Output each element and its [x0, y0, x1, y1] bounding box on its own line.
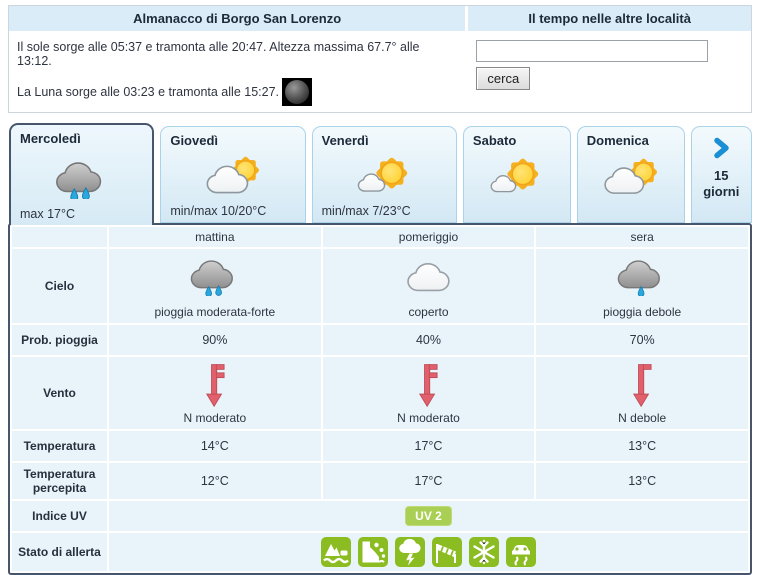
- more-days-label: 15 giorni: [703, 168, 740, 200]
- sun-info-text: Il sole sorge alle 05:37 e tramonta alle 20:47. Altezza massima 67.7° alle 13:12.: [17, 40, 420, 68]
- row-label-indice-uv: Indice UV: [12, 501, 107, 531]
- cielo-caption: coperto: [408, 305, 449, 319]
- tab-label: Giovedì: [170, 133, 219, 148]
- tab-mercoledi[interactable]: [9, 123, 154, 225]
- vento-mattina-cell: [109, 357, 321, 429]
- vento-caption: N debole: [618, 411, 667, 425]
- column-header-pomeriggio: pomeriggio: [323, 227, 535, 247]
- sun-behind-cloud-icon: [170, 148, 295, 204]
- prob-pioggia-sera: 70%: [536, 325, 748, 355]
- tab-label: Venerdì: [321, 133, 369, 148]
- column-header-sera: sera: [536, 227, 748, 247]
- sun-behind-cloud-icon: [587, 148, 675, 204]
- moon-info-text: La Luna sorge alle 03:23 e tramonta alle 15:27.: [17, 85, 279, 99]
- row-label-prob-pioggia: Prob. pioggia: [12, 325, 107, 355]
- tab-temp: [587, 204, 675, 218]
- tab-domenica[interactable]: [577, 126, 685, 223]
- cielo-caption: pioggia debole: [603, 305, 682, 319]
- row-label-cielo: Cielo: [12, 249, 107, 323]
- rain-cloud-light-icon: [613, 254, 671, 299]
- wind-arrow-moderate-icon: [203, 362, 227, 411]
- indice-uv-cell: [109, 501, 748, 531]
- overcast-cloud-icon: [399, 254, 457, 299]
- tab-label: Sabato: [472, 133, 517, 148]
- stato-allerta-cell: [109, 533, 748, 571]
- almanac-column: [9, 6, 465, 112]
- tab-giovedi[interactable]: [160, 126, 305, 223]
- tab-label: Domenica: [586, 133, 649, 148]
- cielo-mattina-cell: [109, 249, 321, 323]
- temperatura-percepita-mattina: 12°C: [109, 463, 321, 499]
- forecast-table: [8, 223, 752, 575]
- row-label-temperatura: Temperatura: [12, 431, 107, 461]
- prob-pioggia-pomeriggio: 40%: [323, 325, 535, 355]
- wind-arrow-moderate-icon: [416, 362, 440, 411]
- rain-cloud-heavy-icon: [186, 254, 244, 299]
- vento-sera-cell: [536, 357, 748, 429]
- tab-temp: min/max 10/20°C: [170, 204, 267, 218]
- mostly-sunny-icon: [473, 148, 561, 204]
- almanac-panel: [8, 5, 752, 113]
- temperatura-percepita-pomeriggio: 17°C: [323, 463, 535, 499]
- row-label-temperatura-percepita: Temperatura percepita: [12, 463, 107, 499]
- tab-15-giorni[interactable]: [691, 126, 752, 223]
- cielo-caption: pioggia moderata-forte: [154, 305, 276, 319]
- tab-temp: min/max 7/23°C: [321, 204, 411, 218]
- tab-temp: max 17°C: [20, 207, 76, 221]
- tab-venerdi[interactable]: [312, 126, 457, 223]
- tab-label: Mercoledì: [20, 131, 81, 146]
- vento-caption: N moderato: [397, 411, 460, 425]
- location-search-input[interactable]: [476, 40, 708, 62]
- mostly-sunny-icon: [322, 148, 447, 204]
- temperatura-percepita-sera: 13°C: [536, 463, 748, 499]
- uv-index-badge: UV 2: [405, 506, 452, 526]
- chevron-right-icon: [709, 137, 733, 164]
- row-label-vento: Vento: [12, 357, 107, 429]
- vento-pomeriggio-cell: [323, 357, 535, 429]
- tab-temp: [473, 204, 561, 218]
- tab-sabato[interactable]: [463, 126, 571, 223]
- temperatura-pomeriggio: 17°C: [323, 431, 535, 461]
- search-button[interactable]: cerca: [476, 67, 530, 90]
- search-title: Il tempo nelle altre località: [468, 6, 751, 31]
- wind-arrow-weak-icon: [630, 362, 654, 411]
- cielo-pomeriggio-cell: [323, 249, 535, 323]
- day-tabs: [8, 123, 752, 225]
- column-header-mattina: mattina: [109, 227, 321, 247]
- rain-cloud-icon: [20, 146, 143, 207]
- almanac-body: [9, 31, 465, 112]
- vento-caption: N moderato: [183, 411, 247, 425]
- corner-cell: [12, 227, 107, 247]
- temperatura-mattina: 14°C: [109, 431, 321, 461]
- row-label-stato-allerta: Stato di allerta: [12, 533, 107, 571]
- search-column: [468, 6, 751, 112]
- almanac-title: Almanacco di Borgo San Lorenzo: [9, 6, 465, 31]
- temperatura-sera: 13°C: [536, 431, 748, 461]
- prob-pioggia-mattina: 90%: [109, 325, 321, 355]
- cielo-sera-cell: [536, 249, 748, 323]
- waning-moon-icon: [282, 78, 312, 106]
